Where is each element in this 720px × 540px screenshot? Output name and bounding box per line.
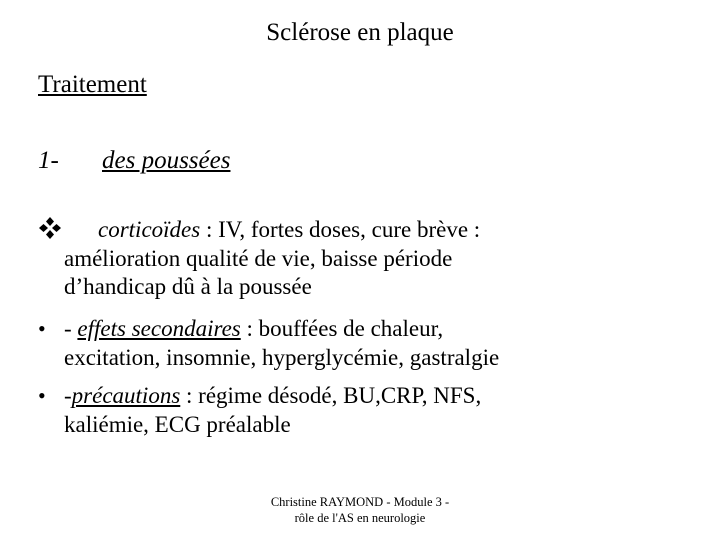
bullet-text: : bouffées de chaleur, <box>240 316 444 341</box>
bullet-prefix: - <box>64 383 72 408</box>
slide-title: Sclérose en plaque <box>266 19 454 46</box>
item-number: 1- <box>38 147 59 174</box>
bullet-term: corticoïdes <box>98 217 201 242</box>
bullet-precautions <box>38 382 678 439</box>
bullet-continuation: d’handicap dû à la poussée <box>64 274 312 299</box>
footer <box>0 494 720 526</box>
bullet-text: : IV, fortes doses, cure brève : <box>200 217 481 242</box>
bullet-effets-secondaires <box>38 315 678 372</box>
bullet-corticoides <box>38 216 678 302</box>
section-heading: Traitement <box>38 71 147 98</box>
item-text: des poussées <box>102 147 231 174</box>
bullet-prefix: - <box>64 316 78 341</box>
bullet-continuation: excitation, insomnie, hyperglycémie, gastralgie <box>64 344 500 370</box>
bullet-text: : régime désodé, BU,CRP, NFS, <box>180 383 482 408</box>
footer-line: rôle de l'AS en neurologie <box>294 511 426 525</box>
footer-line: Christine RAYMOND - Module 3 - <box>270 495 450 509</box>
bullet-dot-icon: • <box>38 316 46 341</box>
bullet-term: effets secondaires <box>77 316 241 341</box>
bullet-term: précautions <box>71 383 181 408</box>
numbered-item <box>38 144 230 178</box>
diamond-icon <box>38 216 62 240</box>
bullet-dot-icon: • <box>38 383 46 408</box>
bullet-continuation: kaliémie, ECG préalable <box>64 411 291 437</box>
bullet-continuation: amélioration qualité de vie, baisse période <box>64 245 453 271</box>
